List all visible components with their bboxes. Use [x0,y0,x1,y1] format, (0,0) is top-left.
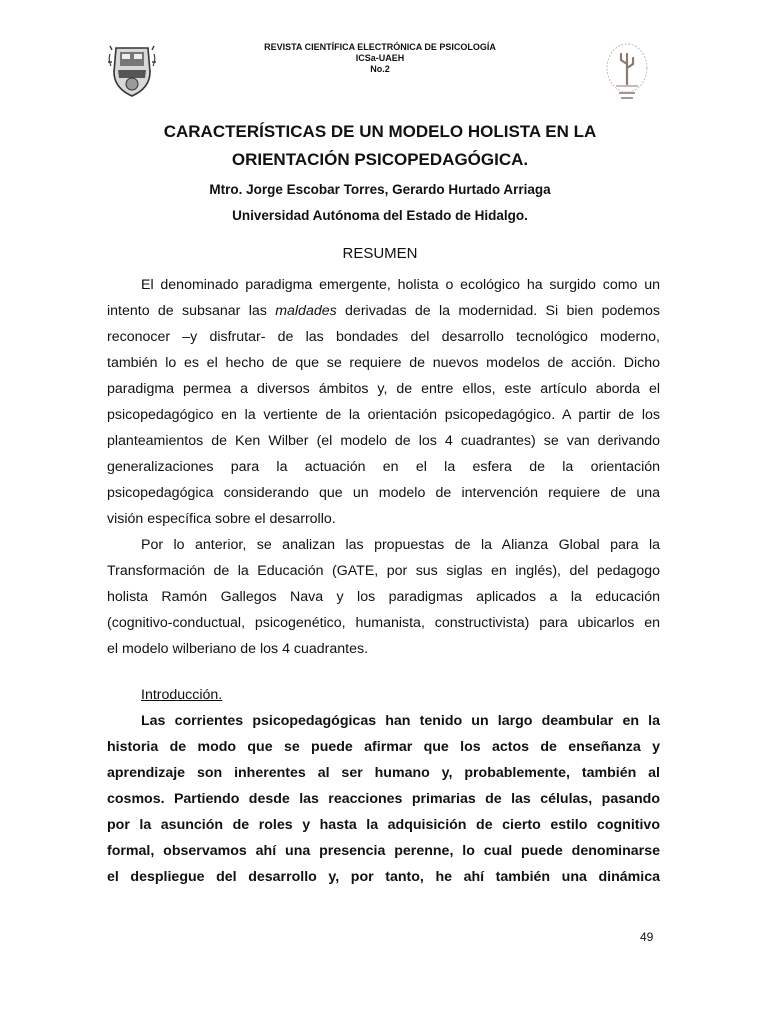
authors: Mtro. Jorge Escobar Torres, Gerardo Hurtado Arriaga [209,182,551,197]
journal-header [180,42,580,75]
author-block [100,177,660,229]
text-line: El denominado paradigma emergente, holista o ecológico ha surgido como un [141,277,660,293]
text-line: Transformación de la Educación (GATE, por sus siglas en inglés), del pedagogo [107,563,660,579]
text-line: historia de modo que se puede afirmar que los actos de enseñanza y [107,739,660,755]
journal-name: REVISTA CIENTÍFICA ELECTRÓNICA DE PSICOLOGÍA [264,42,496,52]
text-line: planteamientos de Ken Wilber (el modelo de los 4 cuadrantes) se van derivando [107,433,660,449]
article-title [100,118,660,174]
text-line: aprendizaje son inherentes al ser humano y, probablemente, también al [107,765,660,781]
text-line: Por lo anterior, se analizan las propuestas de la Alianza Global para la [141,537,660,553]
title-line-2: ORIENTACIÓN PSICOPEDAGÓGICA. [231,150,529,169]
section-heading-introduccion: Introducción. [141,687,223,703]
text-line: cosmos. Partiendo desde las reacciones primarias de las células, pasando [107,791,660,807]
issue-number: No.2 [370,64,390,74]
text-line: paradigma permea a diversos ámbitos y, de entre ellos, este artículo aborda el [107,381,660,397]
resumen-body [107,272,660,662]
institution-name: ICSa-UAEH [355,53,405,63]
text-line: generalizaciones para la actuación en el la esfera de la orientación [107,459,660,475]
text-line: el modelo wilberiano de los 4 cuadrantes. [107,641,369,657]
text-line: Las corrientes psicopedagógicas han tenido un largo deambular en la [141,713,660,729]
text-line: holista Ramón Gallegos Nava y los paradigmas aplicados a la educación [107,589,660,605]
text-line [107,298,660,324]
text-line: visión específica sobre el desarrollo. [107,511,336,527]
text-span: derivadas de la modernidad. Si bien podemos [336,303,660,319]
title-line-1: CARACTERÍSTICAS DE UN MODELO HOLISTA EN LA [163,122,597,141]
text-line: psicopedagógico en la vertiente de la orientación psicopedagógico. A partir de los [107,407,660,423]
affiliation: Universidad Autónoma del Estado de Hidalgo. [232,208,528,223]
text-line: también lo es el hecho de que se requiere de nuevos modelos de acción. Dicho [107,355,660,371]
introduccion-section [107,682,660,890]
text-line: por la asunción de roles y hasta la adquisición de cierto estilo cognitivo [107,817,660,833]
page-number: 49 [640,930,654,944]
text-line: psicopedagógica considerando que un modelo de intervención requiere de una [107,485,660,501]
text-line: (cognitivo-conductual, psicogenético, humanista, constructivista) para ubicarlos en [107,615,660,631]
text-line: formal, observamos ahí una presencia perenne, lo cual puede denominarse [107,843,660,859]
text-line: el despliegue del desarrollo y, por tanto, he ahí también una dinámica [107,869,660,885]
anniversary-seal-icon [604,40,650,104]
university-crest-icon [108,42,156,98]
text-span: intento de subsanar las [107,303,276,319]
emphasis-text: maldades [275,303,337,319]
resumen-heading: RESUMEN [342,245,418,262]
text-line: reconocer –y disfrutar- de las bondades del desarrollo tecnológico moderno, [107,329,660,345]
